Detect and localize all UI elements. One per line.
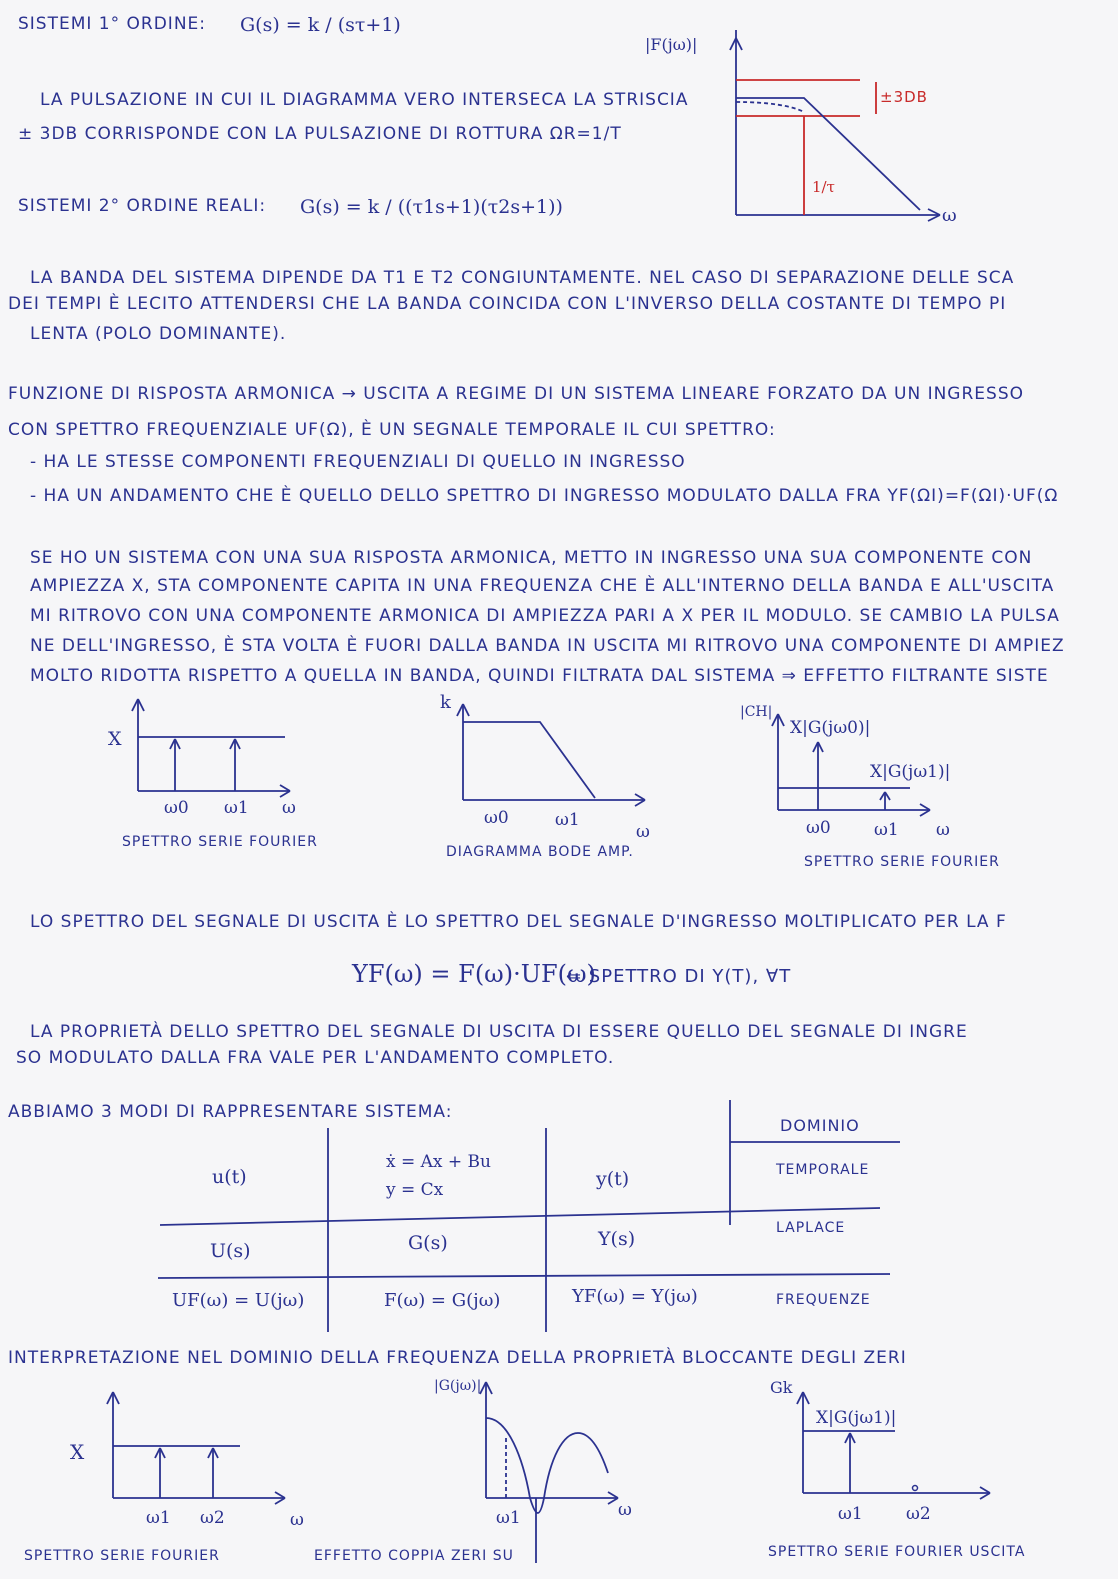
fig-row1-b-x1: ω1: [555, 810, 580, 830]
fig-row1-a-x0: ω0: [164, 798, 189, 818]
second-order-label: SISTEMI 2° ORDINE REALI:: [18, 196, 267, 216]
table-row3-domain: FREQUENZE: [776, 1292, 871, 1308]
first-order-line1: LA PULSAZIONE IN CUI IL DIAGRAMMA VERO INTERSECA LA STRISCIA: [40, 90, 689, 110]
first-order-label: SISTEMI 1° ORDINE:: [18, 14, 207, 34]
harmonic-text-1: FUNZIONE DI RISPOSTA ARMONICA → USCITA A REGIME DI UN SISTEMA LINEARE FORZATO DA UN INGRESSO: [8, 384, 1024, 404]
table-row3-system: F(ω) = G(jω): [384, 1290, 501, 1311]
fig1-bode-plot: [700, 30, 960, 230]
example-text-5: MOLTO RIDOTTA RISPETTO A QUELLA IN BANDA, QUINDI FILTRATA DAL SISTEMA ⇒ EFFETTO FILTRANTE SISTE: [30, 666, 1049, 686]
output-text: LO SPETTRO DEL SEGNALE DI USCITA È LO SPETTRO DEL SEGNALE D'INGRESSO MOLTIPLICATO PER LA F: [30, 912, 1007, 932]
fig-row2-b-caption: EFFETTO COPPIA ZERI SU: [314, 1548, 514, 1564]
band-text-2: DEI TEMPI È LECITO ATTENDERSI CHE LA BANDA COINCIDA CON L'INVERSO DELLA COSTANTE DI TEMPO PI: [8, 294, 1007, 314]
first-order-formula: G(s) = k / (sτ+1): [240, 14, 401, 36]
fig-row1-c-ylabel: |CH|: [740, 704, 773, 720]
table-domain-header: DOMINIO: [780, 1116, 860, 1135]
fig-row2-c: [795, 1388, 995, 1508]
harmonic-text-3: - HA LE STESSE COMPONENTI FREQUENZIALI DI QUELLO IN INGRESSO: [30, 452, 686, 472]
fig-row1-a-x1: ω1: [224, 798, 249, 818]
output-formula-note: ⇐ SPETTRO DI Y(T), ∀T: [566, 966, 792, 987]
example-text-3: MI RITROVO CON UNA COMPONENTE ARMONICA DI AMPIEZZA PARI A X PER IL MODULO. SE CAMBIO LA PULSA: [30, 606, 1060, 626]
fig-row1-b-xl: ω: [636, 822, 650, 842]
fig-row2-a: [105, 1388, 305, 1508]
fig-row2-b-x1: ω1: [496, 1508, 521, 1528]
table-row2-input: U(s): [210, 1240, 251, 1262]
property-text-1: LA PROPRIETÀ DELLO SPETTRO DEL SEGNALE DI USCITA DI ESSERE QUELLO DEL SEGNALE DI INGRE: [30, 1022, 968, 1042]
fig-row1-b-ylabel: k: [440, 692, 451, 713]
fig-row1-c-xl: ω: [936, 820, 950, 840]
fig-row2-a-xl: ω: [290, 1510, 304, 1530]
table-row1-domain: TEMPORALE: [776, 1162, 870, 1178]
fig-row2-b-xl: ω: [618, 1500, 632, 1520]
fig-row2-c-ylabel: Gk: [770, 1378, 793, 1397]
fig-row1-c-x1: ω1: [874, 820, 899, 840]
table-row2-output: Y(s): [598, 1228, 636, 1250]
table-row1-output: y(t): [596, 1168, 630, 1190]
modes-label: ABBIAMO 3 MODI DI RAPPRESENTARE SISTEMA:: [8, 1102, 453, 1122]
fig-row2-c-caption: SPETTRO SERIE FOURIER USCITA: [768, 1544, 1026, 1560]
fig-row1-a-ylabel: X: [108, 728, 122, 750]
fig-row2-a-x2: ω2: [200, 1508, 225, 1528]
fig-row2-a-caption: SPETTRO SERIE FOURIER: [24, 1548, 220, 1564]
fig-row1-b: [455, 700, 655, 810]
fig1-band-label: ±3DB: [880, 88, 928, 106]
fig1-xlabel: ω: [942, 205, 957, 226]
second-order-formula: G(s) = k / ((τ1s+1)(τ2s+1)): [300, 196, 563, 218]
table-row1-input: u(t): [212, 1166, 247, 1188]
fig-row2-c-x2: ω2: [906, 1504, 931, 1524]
fig1-ylabel: |F(jω)|: [645, 35, 698, 54]
example-text-2: AMPIEZZA X, STA COMPONENTE CAPITA IN UNA FREQUENZA CHE È ALL'INTERNO DELLA BANDA E ALL'USCITA: [30, 576, 1055, 596]
example-text-1: SE HO UN SISTEMA CON UNA SUA RISPOSTA ARMONICA, METTO IN INGRESSO UNA SUA COMPONENTE CON: [30, 548, 1033, 568]
table-row1-system: ẋ = Ax + Bu: [386, 1152, 491, 1172]
first-order-line2: ± 3DB CORRISPONDE CON LA PULSAZIONE DI ROTTURA ΩR=1/Τ: [18, 124, 622, 144]
fig-row2-b: [478, 1378, 638, 1518]
table-row2-system: G(s): [408, 1232, 448, 1254]
fig-row1-a-caption: SPETTRO SERIE FOURIER: [122, 834, 318, 850]
table-row2-domain: LAPLACE: [776, 1220, 846, 1236]
fig-row1-b-caption: DIAGRAMMA BODE AMP.: [446, 844, 634, 860]
property-text-2: SO MODULATO DALLA FRA VALE PER L'ANDAMENTO COMPLETO.: [16, 1048, 615, 1068]
fig-row2-b-ylabel: |G(jω)|: [434, 1378, 482, 1394]
harmonic-text-2: CON SPETTRO FREQUENZIALE UF(Ω), È UN SEGNALE TEMPORALE IL CUI SPETTRO:: [8, 420, 776, 440]
example-text-4: NE DELL'INGRESSO, È STA VOLTA È FUORI DALLA BANDA IN USCITA MI RITROVO UNA COMPONENTE DI AMPIEZ: [30, 636, 1065, 656]
fig-row1-c-mid: X|G(jω1)|: [870, 762, 951, 782]
fig-row1-a: [130, 695, 310, 805]
zeros-label: INTERPRETAZIONE NEL DOMINIO DELLA FREQUENZA DELLA PROPRIETÀ BLOCCANTE DEGLI ZERI: [8, 1348, 907, 1368]
fig-row2-c-top: X|G(jω1)|: [816, 1408, 897, 1428]
fig-row2-a-x1: ω1: [146, 1508, 171, 1528]
output-formula: YF(ω) = F(ω)·UF(ω): [352, 960, 596, 988]
harmonic-text-4: - HA UN ANDAMENTO CHE È QUELLO DELLO SPETTRO DI INGRESSO MODULATO DALLA FRA YF(ΩI)=F(ΩI)·UF(Ω: [30, 486, 1059, 506]
fig-row1-c-x0: ω0: [806, 818, 831, 838]
fig-row1-b-x0: ω0: [484, 808, 509, 828]
table-row1-system2: y = Cx: [386, 1180, 444, 1200]
table-row3-output: YF(ω) = Y(jω): [572, 1286, 698, 1307]
fig-row1-c-top: X|G(jω0)|: [790, 718, 871, 738]
fig1-corner-label: 1/τ: [812, 178, 835, 196]
fig-row2-a-ylabel: X: [70, 1440, 85, 1464]
band-text-1: LA BANDA DEL SISTEMA DIPENDE DA Τ1 E Τ2 CONGIUNTAMENTE. NEL CASO DI SEPARAZIONE DELLE SCA: [30, 268, 1015, 288]
band-text-3: LENTA (POLO DOMINANTE).: [30, 324, 287, 344]
table-row3-input: UF(ω) = U(jω): [172, 1290, 305, 1311]
fig-row1-a-xl: ω: [282, 798, 296, 818]
fig-row2-c-x1: ω1: [838, 1504, 863, 1524]
fig-row1-c-caption: SPETTRO SERIE FOURIER: [804, 854, 1000, 870]
